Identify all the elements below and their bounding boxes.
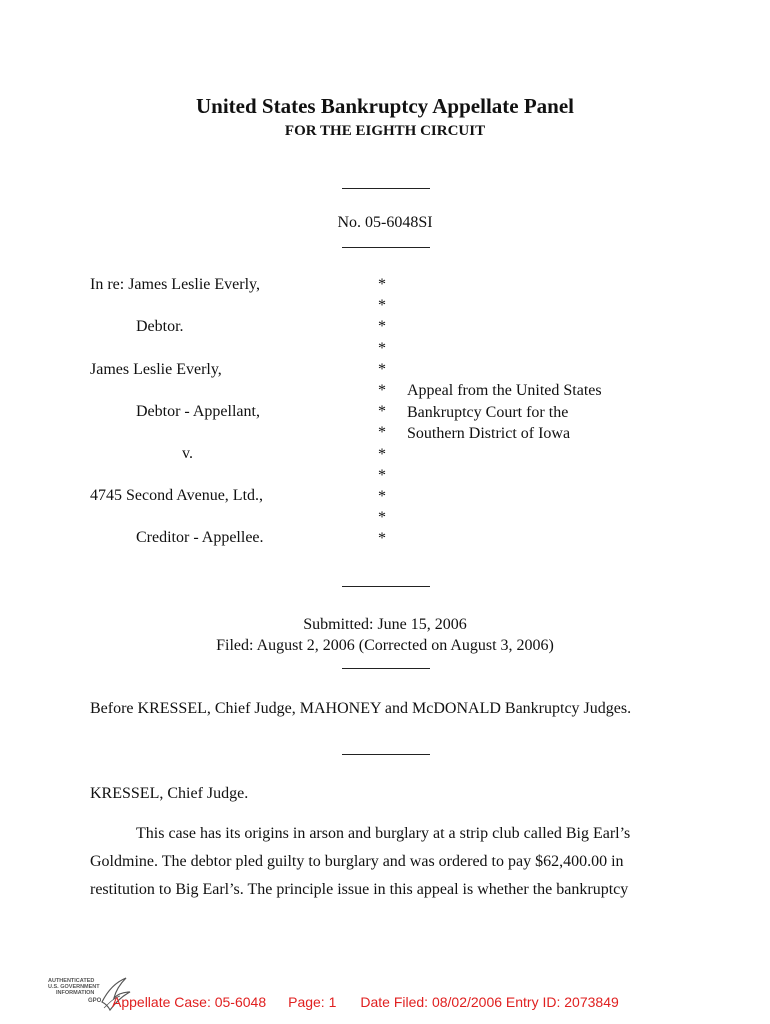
- circuit-subtitle: FOR THE EIGHTH CIRCUIT: [284, 123, 486, 139]
- seal-line: U.S. GOVERNMENT: [48, 984, 100, 990]
- appeal-line: Southern District of Iowa: [407, 425, 571, 442]
- divider: [342, 188, 430, 189]
- seal-line: AUTHENTICATED: [48, 978, 95, 984]
- divider: [342, 668, 430, 669]
- caption-stars: * * * * * * * * * * * * *: [378, 276, 386, 548]
- caption-in-re: In re: James Leslie Everly,: [90, 276, 261, 293]
- divider: [342, 586, 430, 587]
- seal-line: INFORMATION: [56, 990, 95, 996]
- opinion-author: KRESSEL, Chief Judge.: [90, 785, 249, 802]
- divider: [342, 754, 430, 755]
- appeal-block: [407, 380, 602, 445]
- seal-gpo: GPO: [88, 998, 102, 1004]
- footer-date-entry: Date Filed: 08/02/2006 Entry ID: 2073849: [360, 994, 619, 1010]
- divider: [342, 247, 430, 248]
- caption-party1-role: Debtor - Appellant,: [136, 403, 260, 420]
- appeal-line: Bankruptcy Court for the: [407, 403, 569, 421]
- caption-debtor: Debtor.: [136, 318, 184, 335]
- appeal-line: Appeal from the United States: [407, 382, 602, 399]
- case-number: No. 05-6048SI: [337, 214, 433, 231]
- court-title: United States Bankruptcy Appellate Panel: [195, 94, 575, 118]
- footer-page: Page: 1: [288, 994, 337, 1010]
- caption-party2: 4745 Second Avenue, Ltd.,: [90, 487, 264, 504]
- caption-party2-role: Creditor - Appellee.: [136, 529, 264, 546]
- submitted-date: Submitted: June 15, 2006: [303, 616, 467, 633]
- filed-date: Filed: August 2, 2006 (Corrected on August 3, 2006): [216, 637, 554, 654]
- panel-judges: Before KRESSEL, Chief Judge, MAHONEY and McDONALD Bankruptcy Judges.: [90, 700, 632, 717]
- footer-case: Appellate Case: 05-6048: [112, 994, 267, 1010]
- opinion-paragraph: This case has its origins in arson and burglary at a strip club called Big Earl’s Goldmine. The debtor pled guilty to burglary and was ordered to pay $62,400.00 in restitution to Big Earl’s. The principle issue in this appeal is whether the bankruptcy: [90, 825, 631, 898]
- caption-party1: James Leslie Everly,: [90, 361, 222, 378]
- caption-versus: v.: [182, 445, 193, 462]
- footer-bar: [112, 994, 619, 1010]
